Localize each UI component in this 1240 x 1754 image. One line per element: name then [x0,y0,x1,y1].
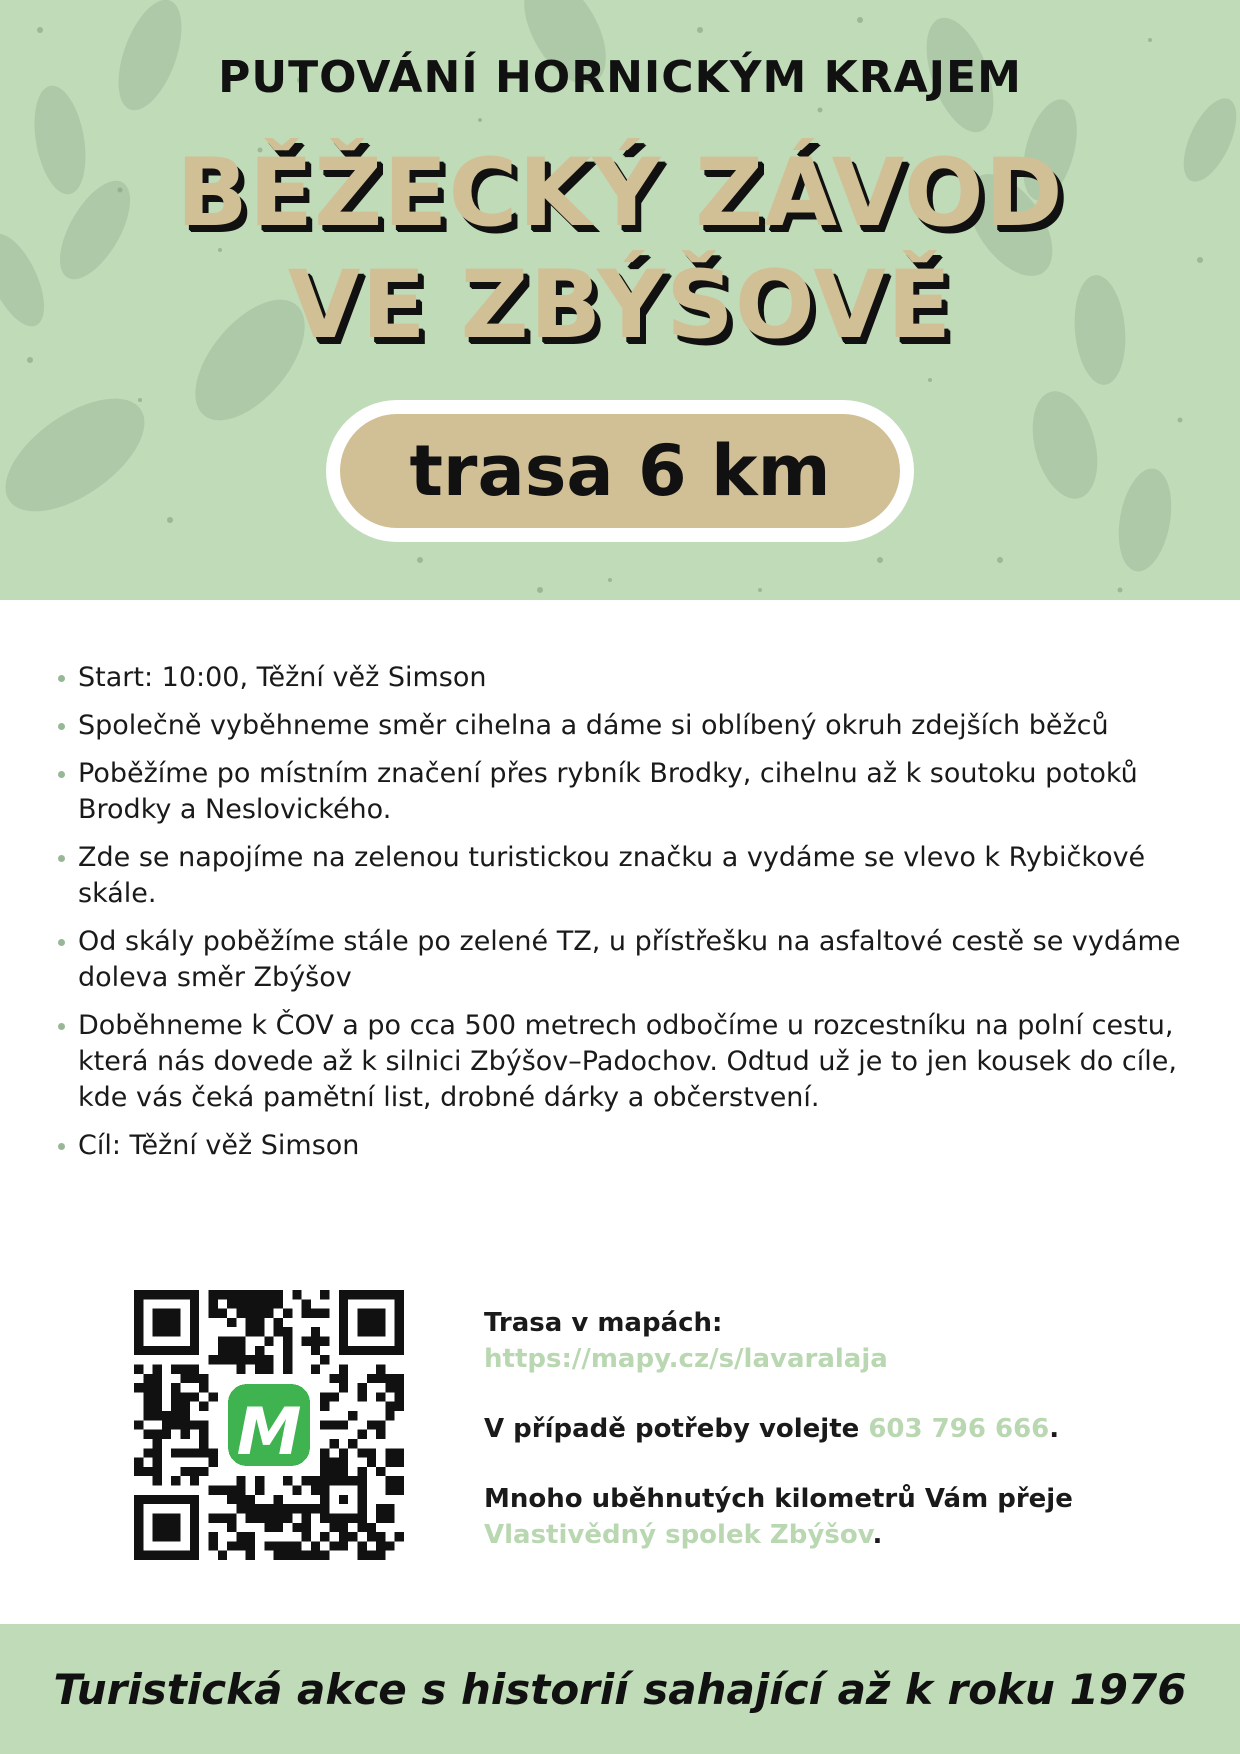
organizer-suffix: . [872,1520,883,1550]
list-item-text: Zde se napojíme na zelenou turistickou značku a vydáme se vlevo k Rybičkové skále. [78,842,1146,909]
route-badge [326,400,914,542]
list-item-text: Společně vyběhneme směr cihelna a dáme si oblíbený okruh zdejších běžců [78,710,1109,741]
list-item [58,1128,1188,1164]
bullet-icon [58,1023,65,1030]
bullet-icon [58,771,65,778]
route-steps-list [58,660,1188,1164]
event-series-title: PUTOVÁNÍ HORNICKÝM KRAJEM [218,52,1022,103]
event-title-line-1: BĚŽECKÝ ZÁVOD [176,139,1064,248]
event-title [0,138,1240,362]
bullet-icon [58,675,65,682]
list-item [58,756,1188,828]
bullet-icon [58,939,65,946]
organizer-name: Vlastivědný spolek Zbýšov [484,1520,873,1550]
phone-link[interactable]: 603 796 666 [868,1414,1050,1444]
qr-logo-letter: M [236,1394,302,1470]
bullet-icon [58,855,65,862]
list-item [58,1008,1188,1116]
map-link[interactable]: https://mapy.cz/s/lavaralaja [484,1344,888,1374]
map-info [484,1305,1164,1377]
footer-tagline: Turistická akce s historií sahající až k roku 1976 [53,1664,1187,1714]
route-details [58,660,1188,1176]
map-label: Trasa v mapách: [484,1308,723,1338]
list-item [58,708,1188,744]
qr-logo-icon [223,1379,314,1470]
wish-text: Mnoho uběhnutých kilometrů Vám přeje [484,1484,1073,1514]
bullet-icon [58,1143,65,1150]
footer-banner [0,1624,1240,1754]
contact-info [484,1305,1164,1587]
signature [484,1481,1164,1553]
list-item-text: Doběhneme k ČOV a po cca 500 metrech odbočíme u rozcestníku na polní cestu, která nás dovede až k silnici Zbýšov–Padochov. Odtud už je to jen kousek do cíle, kde vás čeká pamětní list, drobné dárky a občerstvení. [78,1010,1177,1113]
phone-info [484,1411,1164,1447]
hero-banner [0,0,1240,600]
list-item [58,840,1188,912]
route-qr-code[interactable] [134,1290,404,1560]
list-item-text: Poběžíme po místním značení přes rybník Brodky, cihelnu až k soutoku potoků Brodky a Neslovického. [78,758,1138,825]
event-title-line-2: VE ZBÝŠOVĚ [287,251,953,360]
route-badge-label: trasa 6 km [340,414,900,528]
list-item-text: Start: 10:00, Těžní věž Simson [78,662,487,693]
list-item [58,924,1188,996]
list-item-text: Cíl: Těžní věž Simson [78,1130,360,1161]
list-item [58,660,1188,696]
phone-prefix: V případě potřeby volejte [484,1414,869,1444]
phone-suffix: . [1049,1414,1060,1444]
list-item-text: Od skály poběžíme stále po zelené TZ, u přístřešku na asfaltové cestě se vydáme doleva směr Zbýšov [78,926,1181,993]
bullet-icon [58,723,65,730]
